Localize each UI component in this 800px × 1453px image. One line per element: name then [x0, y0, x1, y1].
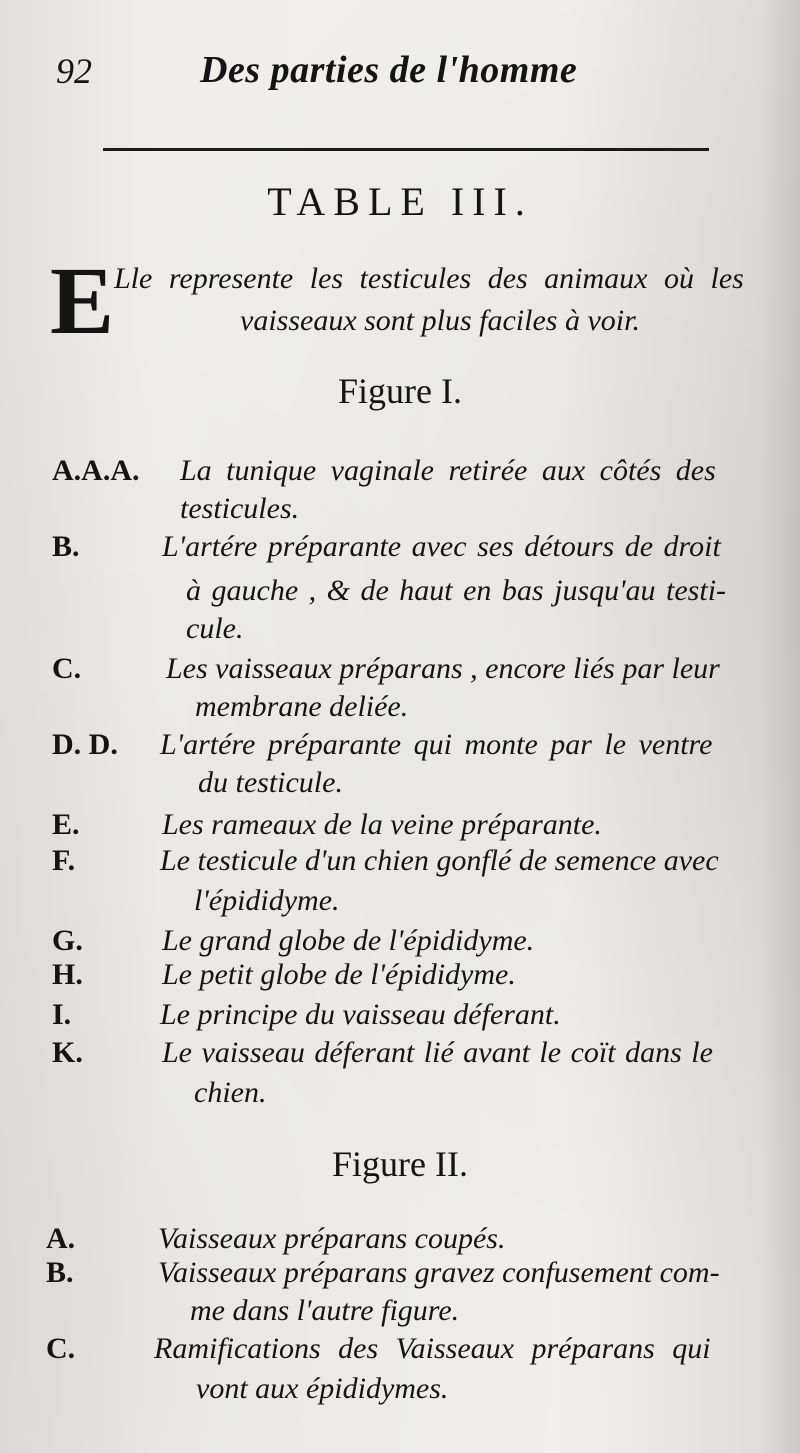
legend-text: chien.: [194, 1076, 267, 1109]
legend-text: du testicule.: [198, 766, 343, 799]
figure-2-heading: Figure II.: [332, 1144, 468, 1184]
legend-text: me dans l'autre figure.: [190, 1294, 460, 1327]
legend-key: A.: [46, 1222, 76, 1255]
intro-line-1: Lle represente les testicules des animaux où les: [114, 262, 744, 295]
legend-key: G.: [52, 924, 83, 957]
legend-text: Le petit globe de l'épididyme.: [162, 958, 516, 991]
page-edge-shadow: [760, 0, 800, 1453]
figure-1-heading: Figure I.: [338, 371, 462, 411]
legend-key: D. D.: [52, 728, 118, 761]
legend-key: A.A.A.: [52, 454, 140, 487]
legend-key: H.: [52, 958, 83, 991]
legend-text: Le testicule d'un chien gonflé de semence avec: [160, 844, 719, 877]
legend-text: L'artére préparante qui monte par le ventre: [160, 728, 713, 761]
legend-text: membrane deliée.: [195, 690, 409, 723]
intro-line-2: vaisseaux sont plus faciles à voir.: [240, 304, 640, 337]
legend-key: C.: [52, 652, 82, 685]
legend-text: vont aux épididymes.: [196, 1372, 449, 1405]
header-rule: [103, 148, 709, 151]
legend-key: C.: [46, 1332, 76, 1365]
legend-text: La tunique vaginale retirée aux côtés des: [180, 454, 716, 487]
legend-key: B.: [46, 1256, 74, 1289]
legend-key: B.: [52, 530, 80, 563]
legend-text: Vaisseaux préparans gravez confusement com-: [158, 1256, 720, 1289]
legend-key: F.: [52, 844, 76, 877]
table-title: TABLE III.: [267, 179, 533, 224]
legend-text: Les vaisseaux préparans , encore liés par leur: [166, 652, 720, 685]
legend-text: Le principe du vaisseau déferant.: [160, 998, 561, 1031]
legend-text: cule.: [186, 612, 244, 645]
legend-text: l'épididyme.: [194, 884, 340, 917]
legend-text: Le vaisseau déferant lié avant le coït dans le: [162, 1036, 713, 1069]
legend-text: Les rameaux de la veine préparante.: [162, 808, 602, 841]
legend-key: E.: [52, 808, 80, 841]
legend-text: L'artére préparante avec ses détours de droit: [162, 530, 721, 563]
legend-key: K.: [52, 1036, 83, 1069]
legend-text: Ramifications des Vaisseaux préparans qui: [154, 1332, 711, 1365]
running-title: Des parties de l'homme: [200, 49, 578, 91]
drop-cap: E: [50, 247, 115, 354]
page-number: 92: [56, 51, 92, 91]
legend-key: I.: [52, 998, 72, 1031]
legend-text: testicules.: [180, 492, 300, 525]
legend-text: Le grand globe de l'épididyme.: [162, 924, 535, 957]
legend-text: Vaisseaux préparans coupés.: [158, 1222, 506, 1255]
legend-text: à gauche , & de haut en bas jusqu'au testi-: [186, 574, 727, 607]
